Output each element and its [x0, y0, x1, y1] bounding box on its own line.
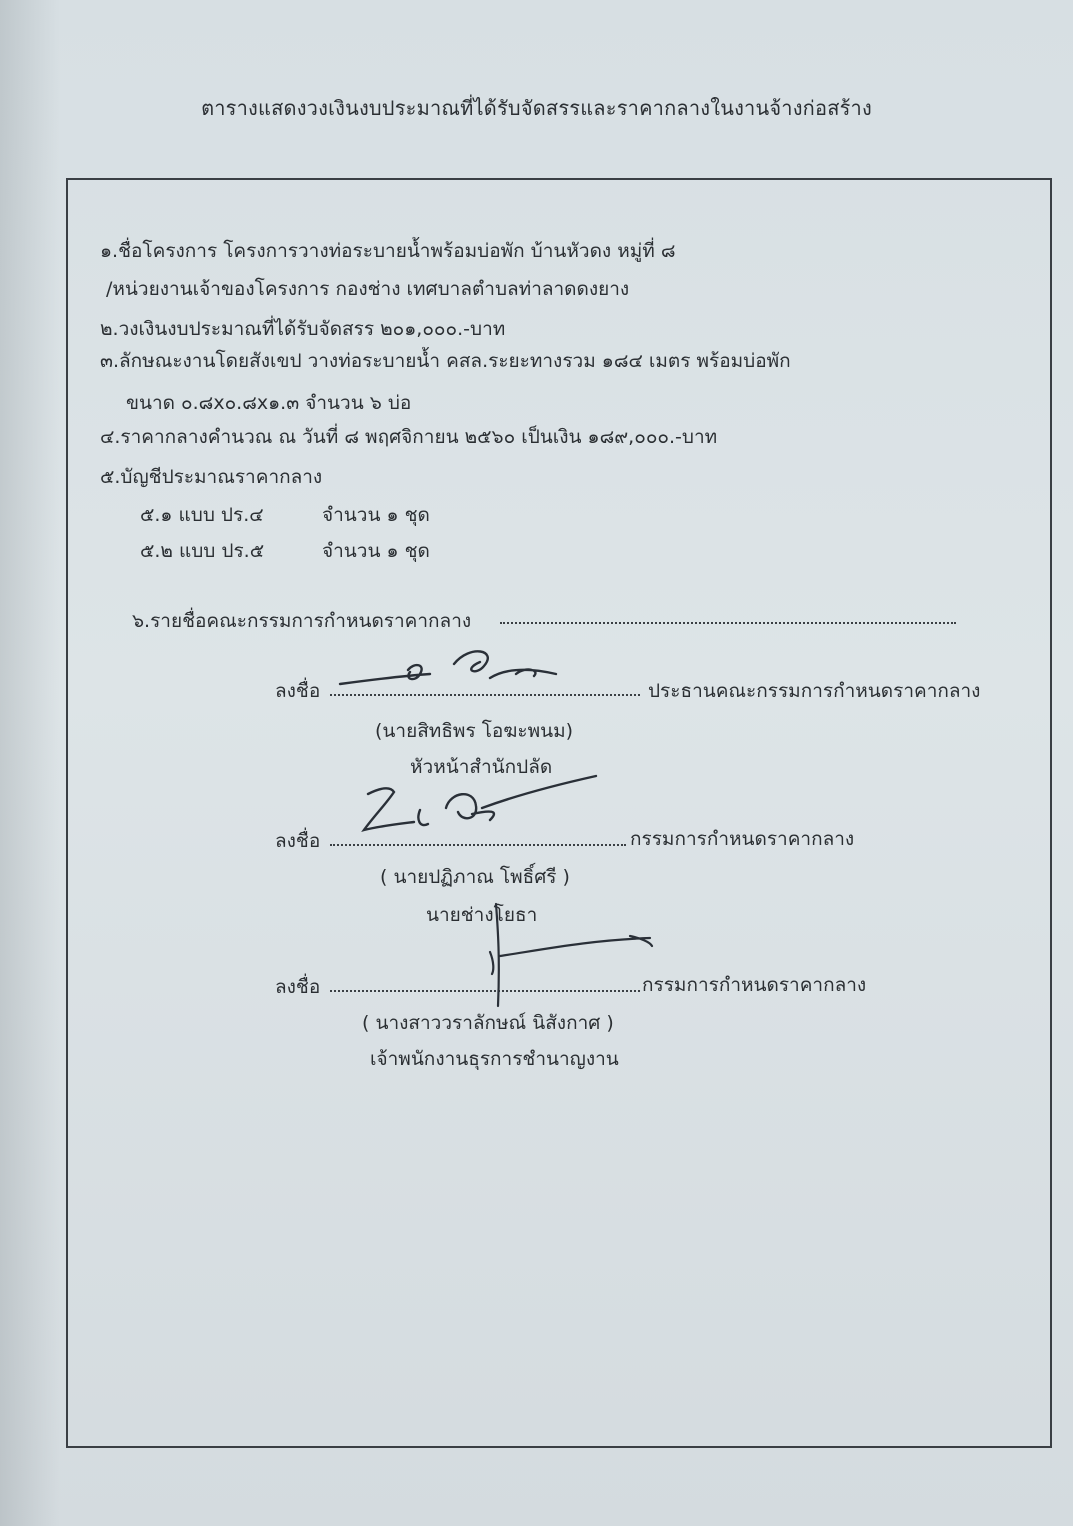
sign-label: ลงชื่อ	[275, 830, 321, 852]
price-list-item-qty: จำนวน ๑ ชุด	[322, 504, 430, 526]
price-list-item-form: ๕.๑ แบบ ปร.๔	[140, 504, 264, 526]
signatory-position: นายช่างโยธา	[426, 904, 538, 926]
document-title: ตารางแสดงวงเงินงบประมาณที่ได้รับจัดสรรและราคากลางในงานจ้างก่อสร้าง	[201, 96, 872, 120]
allocated-budget: ๒.วงเงินงบประมาณที่ได้รับจัดสรร ๒๐๑,๐๐๐.-บาท	[100, 318, 506, 340]
median-price: ๔.ราคากลางคำนวณ ณ วันที่ ๘ พฤศจิกายน ๒๕๖๐ เป็นเงิน ๑๘๙,๐๐๐.-บาท	[100, 426, 718, 448]
price-list-heading: ๕.บัญชีประมาณราคากลาง	[100, 466, 323, 488]
signatory-name: ( นางสาววราลักษณ์ นิสังกาศ )	[362, 1012, 614, 1034]
work-description-size: ขนาด ๐.๘x๐.๘x๑.๓ จำนวน ๖ บ่อ	[126, 392, 412, 414]
signatory-position: เจ้าพนักงานธุรการชำนาญงาน	[370, 1048, 619, 1070]
signatory-name: ( นายปฏิภาณ โพธิ์ศรี )	[380, 866, 570, 888]
signatory-role: กรรมการกำหนดราคากลาง	[630, 828, 855, 850]
sign-label: ลงชื่อ	[275, 680, 321, 702]
page-edge-shadow	[0, 0, 60, 1526]
project-name: ๑.ชื่อโครงการ โครงการวางท่อระบายน้ำพร้อมบ่อพัก บ้านหัวดง หมู่ที่ ๘	[100, 240, 676, 262]
signatory-role: ประธานคณะกรรมการกำหนดราคากลาง	[648, 680, 981, 702]
committee-dotted-line	[500, 622, 956, 624]
handwritten-signature-committee-1	[350, 770, 610, 840]
signatory-position: หัวหน้าสำนักปลัด	[410, 756, 553, 778]
work-description: ๓.ลักษณะงานโดยสังเขป วางท่อระบายน้ำ คสล.ระยะทางรวม ๑๘๔ เมตร พร้อมบ่อพัก	[100, 350, 791, 372]
handwritten-signature-chairman	[330, 640, 570, 700]
signatory-role: กรรมการกำหนดราคากลาง	[642, 974, 867, 996]
committee-heading: ๖.รายชื่อคณะกรรมการกำหนดราคากลาง	[132, 610, 472, 632]
sign-label: ลงชื่อ	[275, 976, 321, 998]
signatory-name: (นายสิทธิพร โอฆะพนม)	[375, 720, 574, 742]
price-list-item-qty: จำนวน ๑ ชุด	[322, 540, 430, 562]
project-agency: /หน่วยงานเจ้าของโครงการ กองช่าง เทศบาลตำบลท่าลาดดงยาง	[106, 278, 630, 300]
signature-dotted-line	[330, 844, 626, 846]
price-list-item-form: ๕.๒ แบบ ปร.๕	[140, 540, 265, 562]
